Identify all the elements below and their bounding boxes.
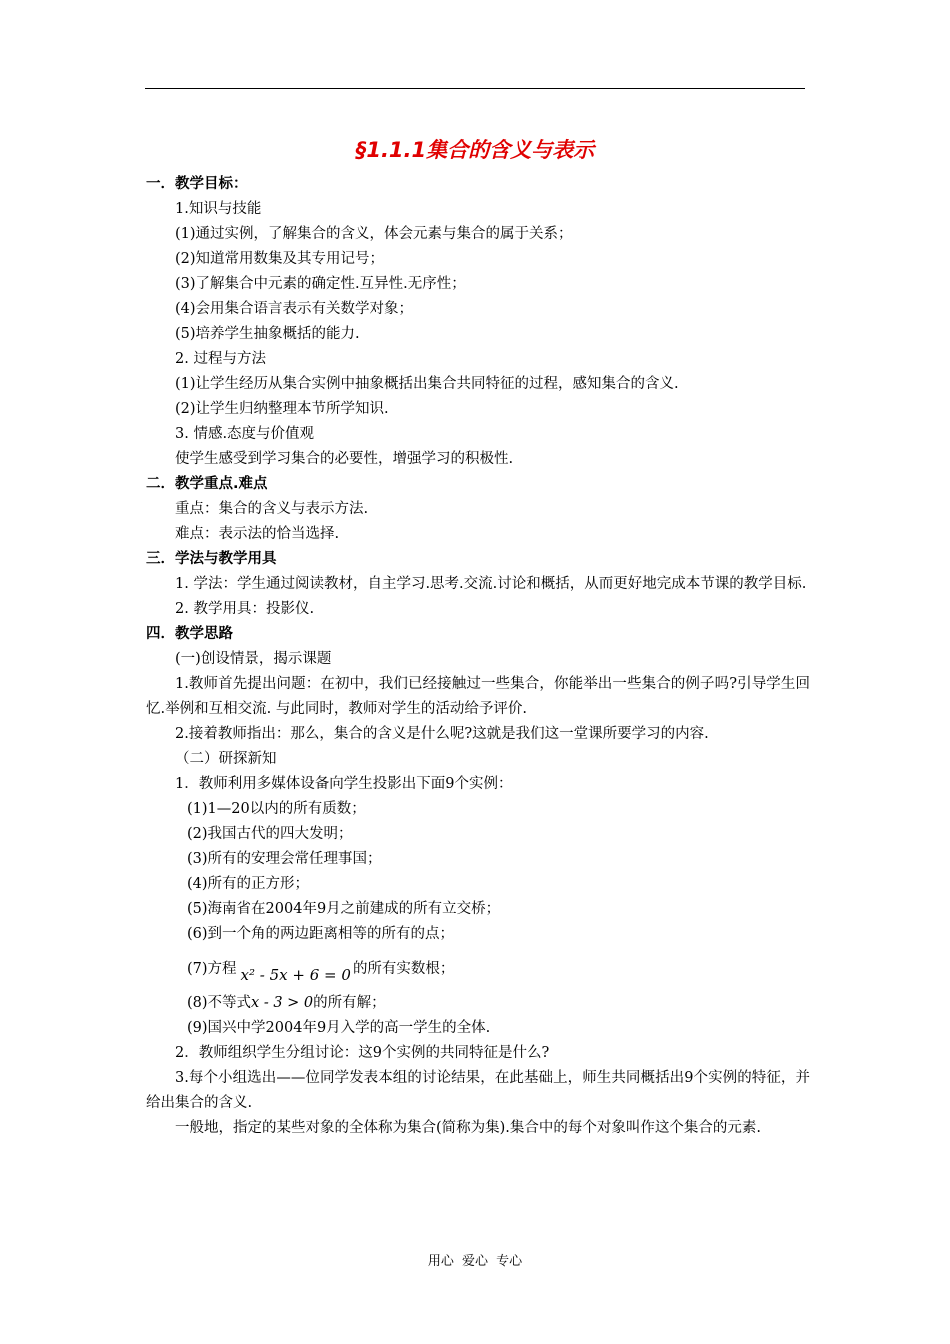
list-item: 使学生感受到学习集合的必要性，增强学习的积极性.: [175, 451, 514, 467]
section-heading-approach: 四．教学思路: [146, 626, 233, 642]
list-item: 难点：表示法的恰当选择.: [175, 526, 340, 542]
document-title: §1.1.1集合的含义与表示: [355, 138, 595, 162]
list-item: 2. 教学用具：投影仪.: [175, 601, 315, 617]
example-item: (3)所有的安理会常任理事国；: [187, 851, 382, 867]
subheading: 2. 过程与方法: [175, 351, 266, 367]
paragraph-definition: 一般地，指定的某些对象的全体称为集合(简称为集).集合中的每个对象叫作这个集合的元素.: [175, 1120, 762, 1136]
example-item: (2)我国古代的四大发明；: [187, 826, 353, 842]
example-8-prefix: (8)不等式: [187, 995, 252, 1011]
section-heading-key-points: 二．教学重点.难点: [146, 476, 268, 492]
example-item: (9)国兴中学2004年9月入学的高一学生的全体.: [187, 1020, 491, 1036]
example-item: (4)所有的正方形；: [187, 876, 310, 892]
header-rule: [145, 88, 805, 89]
paragraph: 2.接着教师指出：那么，集合的含义是什么呢?这就是我们这一堂课所要学习的内容.: [175, 726, 709, 742]
paragraph: 1.教师首先提出问题：在初中，我们已经接触过一些集合，你能举出一些集合的例子吗?引导学生回忆.举例和互相交流. 与此同时，教师对学生的活动给予评价.: [146, 676, 810, 717]
example-item: (1)1—20以内的所有质数；: [187, 801, 366, 817]
example-item: (6)到一个角的两边距离相等的所有的点；: [187, 926, 455, 942]
equation-quadratic: x² - 5x + 6 = 0: [240, 966, 351, 984]
document-body: [146, 172, 810, 1141]
list-item: (1)让学生经历从集合实例中抽象概括出集合共同特征的过程，感知集合的含义.: [175, 376, 679, 392]
list-item: 重点：集合的含义与表示方法.: [175, 501, 369, 517]
list-item: (2)知道常用数集及其专用记号；: [175, 251, 385, 267]
subheading: 3. 情感.态度与价值观: [175, 426, 315, 442]
list-item: (5)培养学生抽象概括的能力.: [175, 326, 360, 342]
paragraph: 3.每个小组选出——位同学发表本组的讨论结果，在此基础上，师生共同概括出9个实例的特征，并给出集合的含义.: [146, 1070, 810, 1111]
section-heading-methods: 三．学法与教学用具: [146, 551, 277, 567]
paragraph: 1. 学法：学生通过阅读教材，自主学习.思考.交流.讨论和概括，从而更好地完成本节课的教学目标.: [175, 576, 807, 592]
list-item: (4)会用集合语言表示有关数学对象；: [175, 301, 414, 317]
example-7-prefix: (7)方程: [187, 961, 237, 977]
page-footer: 用心 爱心 专心: [427, 1254, 523, 1269]
inequality: x - 3 > 0: [251, 995, 314, 1011]
list-item: (2)让学生归纳整理本节所学知识.: [175, 401, 389, 417]
subheading: （二）研探新知: [175, 751, 277, 767]
example-item-7: [146, 947, 810, 991]
paragraph: 2．教师组织学生分组讨论：这9个实例的共同特征是什么?: [175, 1045, 550, 1061]
list-item: (3)了解集合中元素的确定性.互异性.无序性；: [175, 276, 466, 292]
section-heading-objectives: 一．教学目标：: [146, 176, 248, 192]
paragraph: 1．教师利用多媒体设备向学生投影出下面9个实例：: [175, 776, 513, 792]
subheading: 1.知识与技能: [175, 201, 262, 217]
list-item: (1)通过实例，了解集合的含义，体会元素与集合的属于关系；: [175, 226, 573, 242]
example-7-suffix: 的所有实数根；: [352, 961, 455, 977]
example-item: (5)海南省在2004年9月之前建成的所有立交桥；: [187, 901, 501, 917]
subheading: (一)创设情景，揭示课题: [175, 651, 332, 667]
example-8-suffix: 的所有解；: [313, 995, 386, 1011]
